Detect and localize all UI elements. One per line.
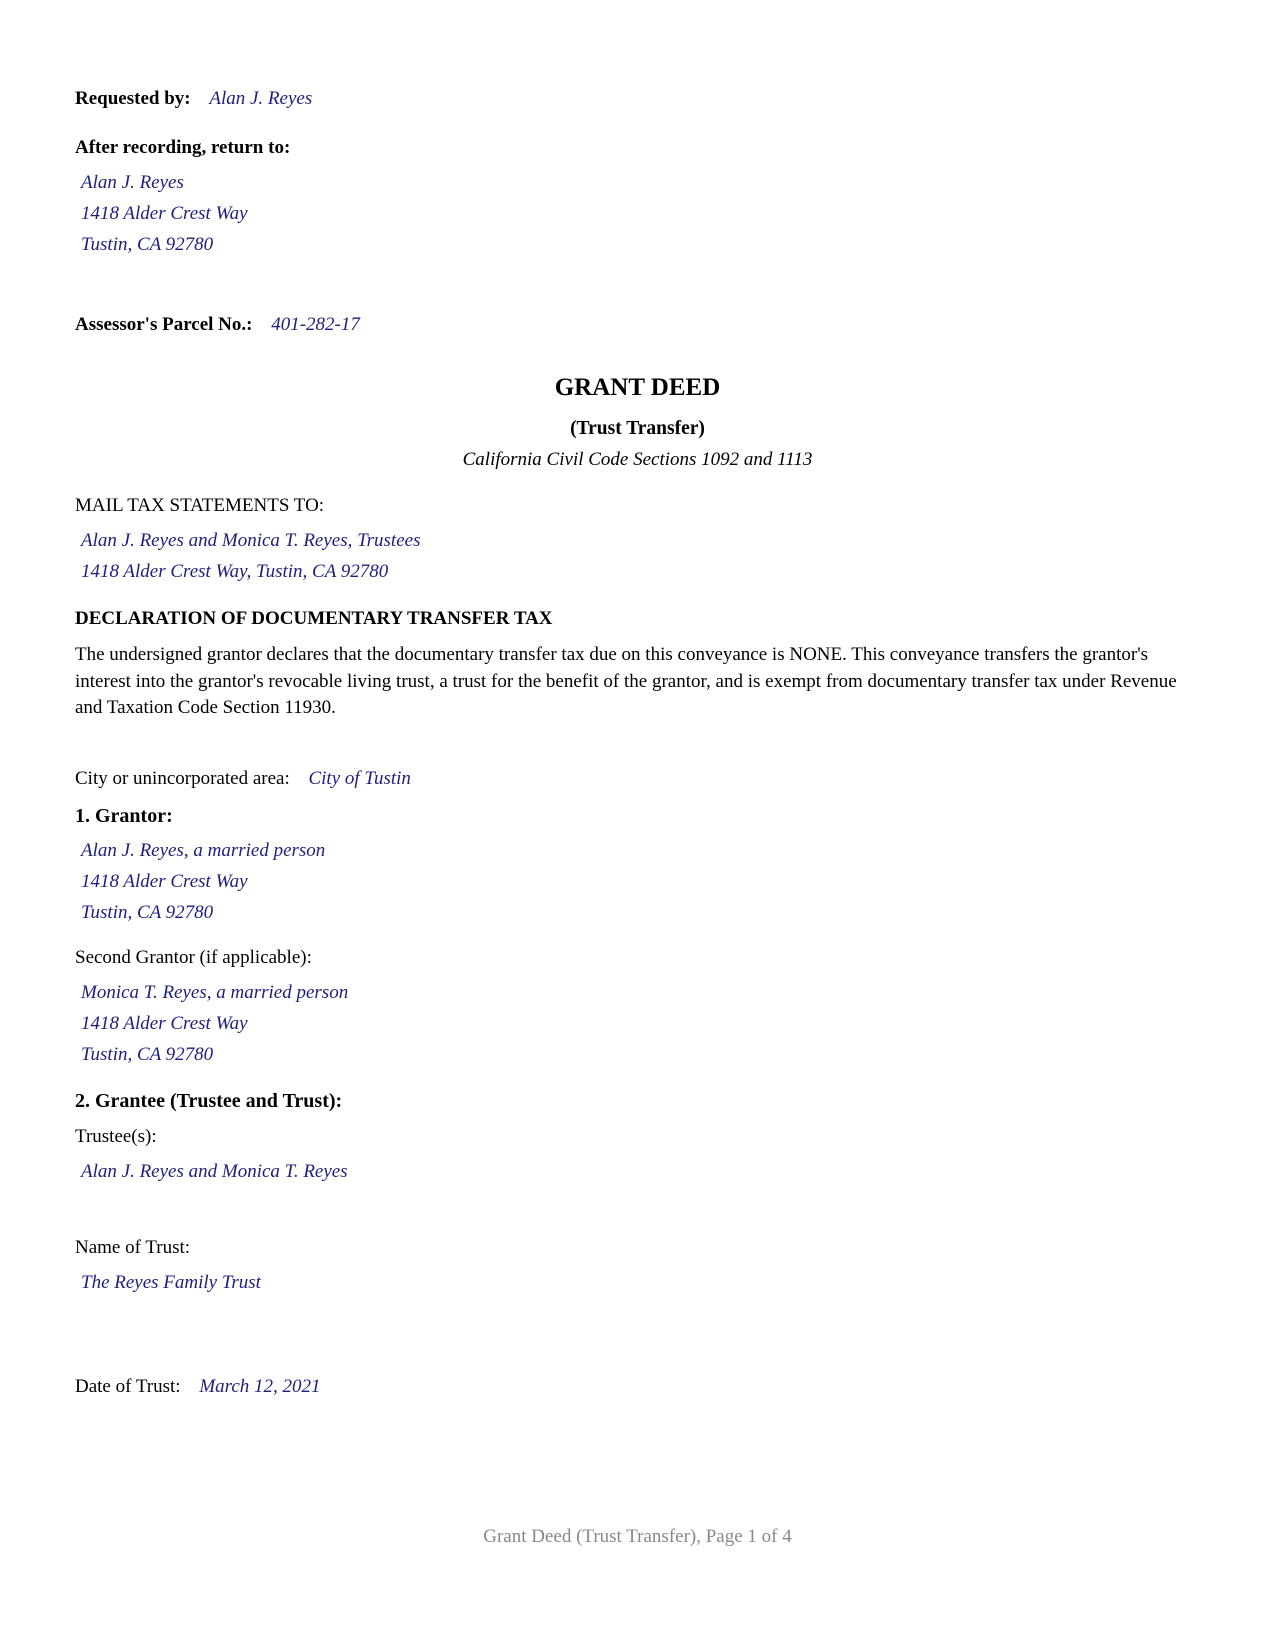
grantee-heading: 2. Grantee (Trustee and Trust): <box>75 1090 343 1112</box>
city-label: City or unincorporated area: <box>75 768 290 789</box>
grantor-city: Tustin, CA 92780 <box>81 902 214 923</box>
apn-value: 401-282-17 <box>271 314 360 335</box>
trust-date-value: March 12, 2021 <box>199 1376 321 1397</box>
apn-row <box>75 314 360 336</box>
requested-by-label: Requested by: <box>75 88 191 109</box>
declaration-heading: DECLARATION OF DOCUMENTARY TRANSFER TAX <box>75 608 553 629</box>
grantor-street: 1418 Alder Crest Way <box>81 871 248 892</box>
grantor-heading: 1. Grantor: <box>75 805 173 827</box>
return-to-label: After recording, return to: <box>75 137 291 158</box>
grantor-name: Alan J. Reyes, a married person <box>81 840 326 861</box>
second-grantor-street: 1418 Alder Crest Way <box>81 1013 248 1034</box>
city-value: City of Tustin <box>308 768 411 789</box>
mail-tax-address: 1418 Alder Crest Way, Tustin, CA 92780 <box>81 561 389 582</box>
second-grantor-label: Second Grantor (if applicable): <box>75 947 312 968</box>
apn-label: Assessor's Parcel No.: <box>75 314 253 335</box>
declaration-text: The undersigned grantor declares that the documentary transfer tax due on this conveyance is NONE. This conveyance transfers the grantor's interest into the grantor's revocable living trust, a trust for the benefit of the grantor, and is exempt from documentary transfer tax under Revenue and Taxation Code Section 11930. <box>75 644 1177 718</box>
second-grantor-name: Monica T. Reyes, a married person <box>81 982 349 1003</box>
trust-date-label: Date of Trust: <box>75 1376 181 1397</box>
statute-citation: California Civil Code Sections 1092 and 1113 <box>462 449 813 470</box>
return-to-street: 1418 Alder Crest Way <box>81 203 248 224</box>
trustees-label: Trustee(s): <box>75 1126 157 1147</box>
trust-name-label: Name of Trust: <box>75 1237 191 1258</box>
mail-tax-name: Alan J. Reyes and Monica T. Reyes, Trustees <box>81 530 421 551</box>
document-title: GRANT DEED <box>554 374 721 401</box>
requested-by-row <box>75 88 312 110</box>
trustees-value: Alan J. Reyes and Monica T. Reyes <box>81 1161 348 1182</box>
city-row <box>75 768 411 790</box>
second-grantor-city: Tustin, CA 92780 <box>81 1044 214 1065</box>
return-to-city: Tustin, CA 92780 <box>81 234 214 255</box>
page-footer: Grant Deed (Trust Transfer), Page 1 of 4 <box>483 1526 792 1547</box>
trust-date-row <box>75 1376 321 1398</box>
requested-by-value: Alan J. Reyes <box>209 88 313 109</box>
mail-tax-label: MAIL TAX STATEMENTS TO: <box>75 495 325 516</box>
return-to-name: Alan J. Reyes <box>81 172 184 193</box>
document-subtitle: (Trust Transfer) <box>570 418 705 439</box>
trust-name-value: The Reyes Family Trust <box>81 1272 261 1293</box>
